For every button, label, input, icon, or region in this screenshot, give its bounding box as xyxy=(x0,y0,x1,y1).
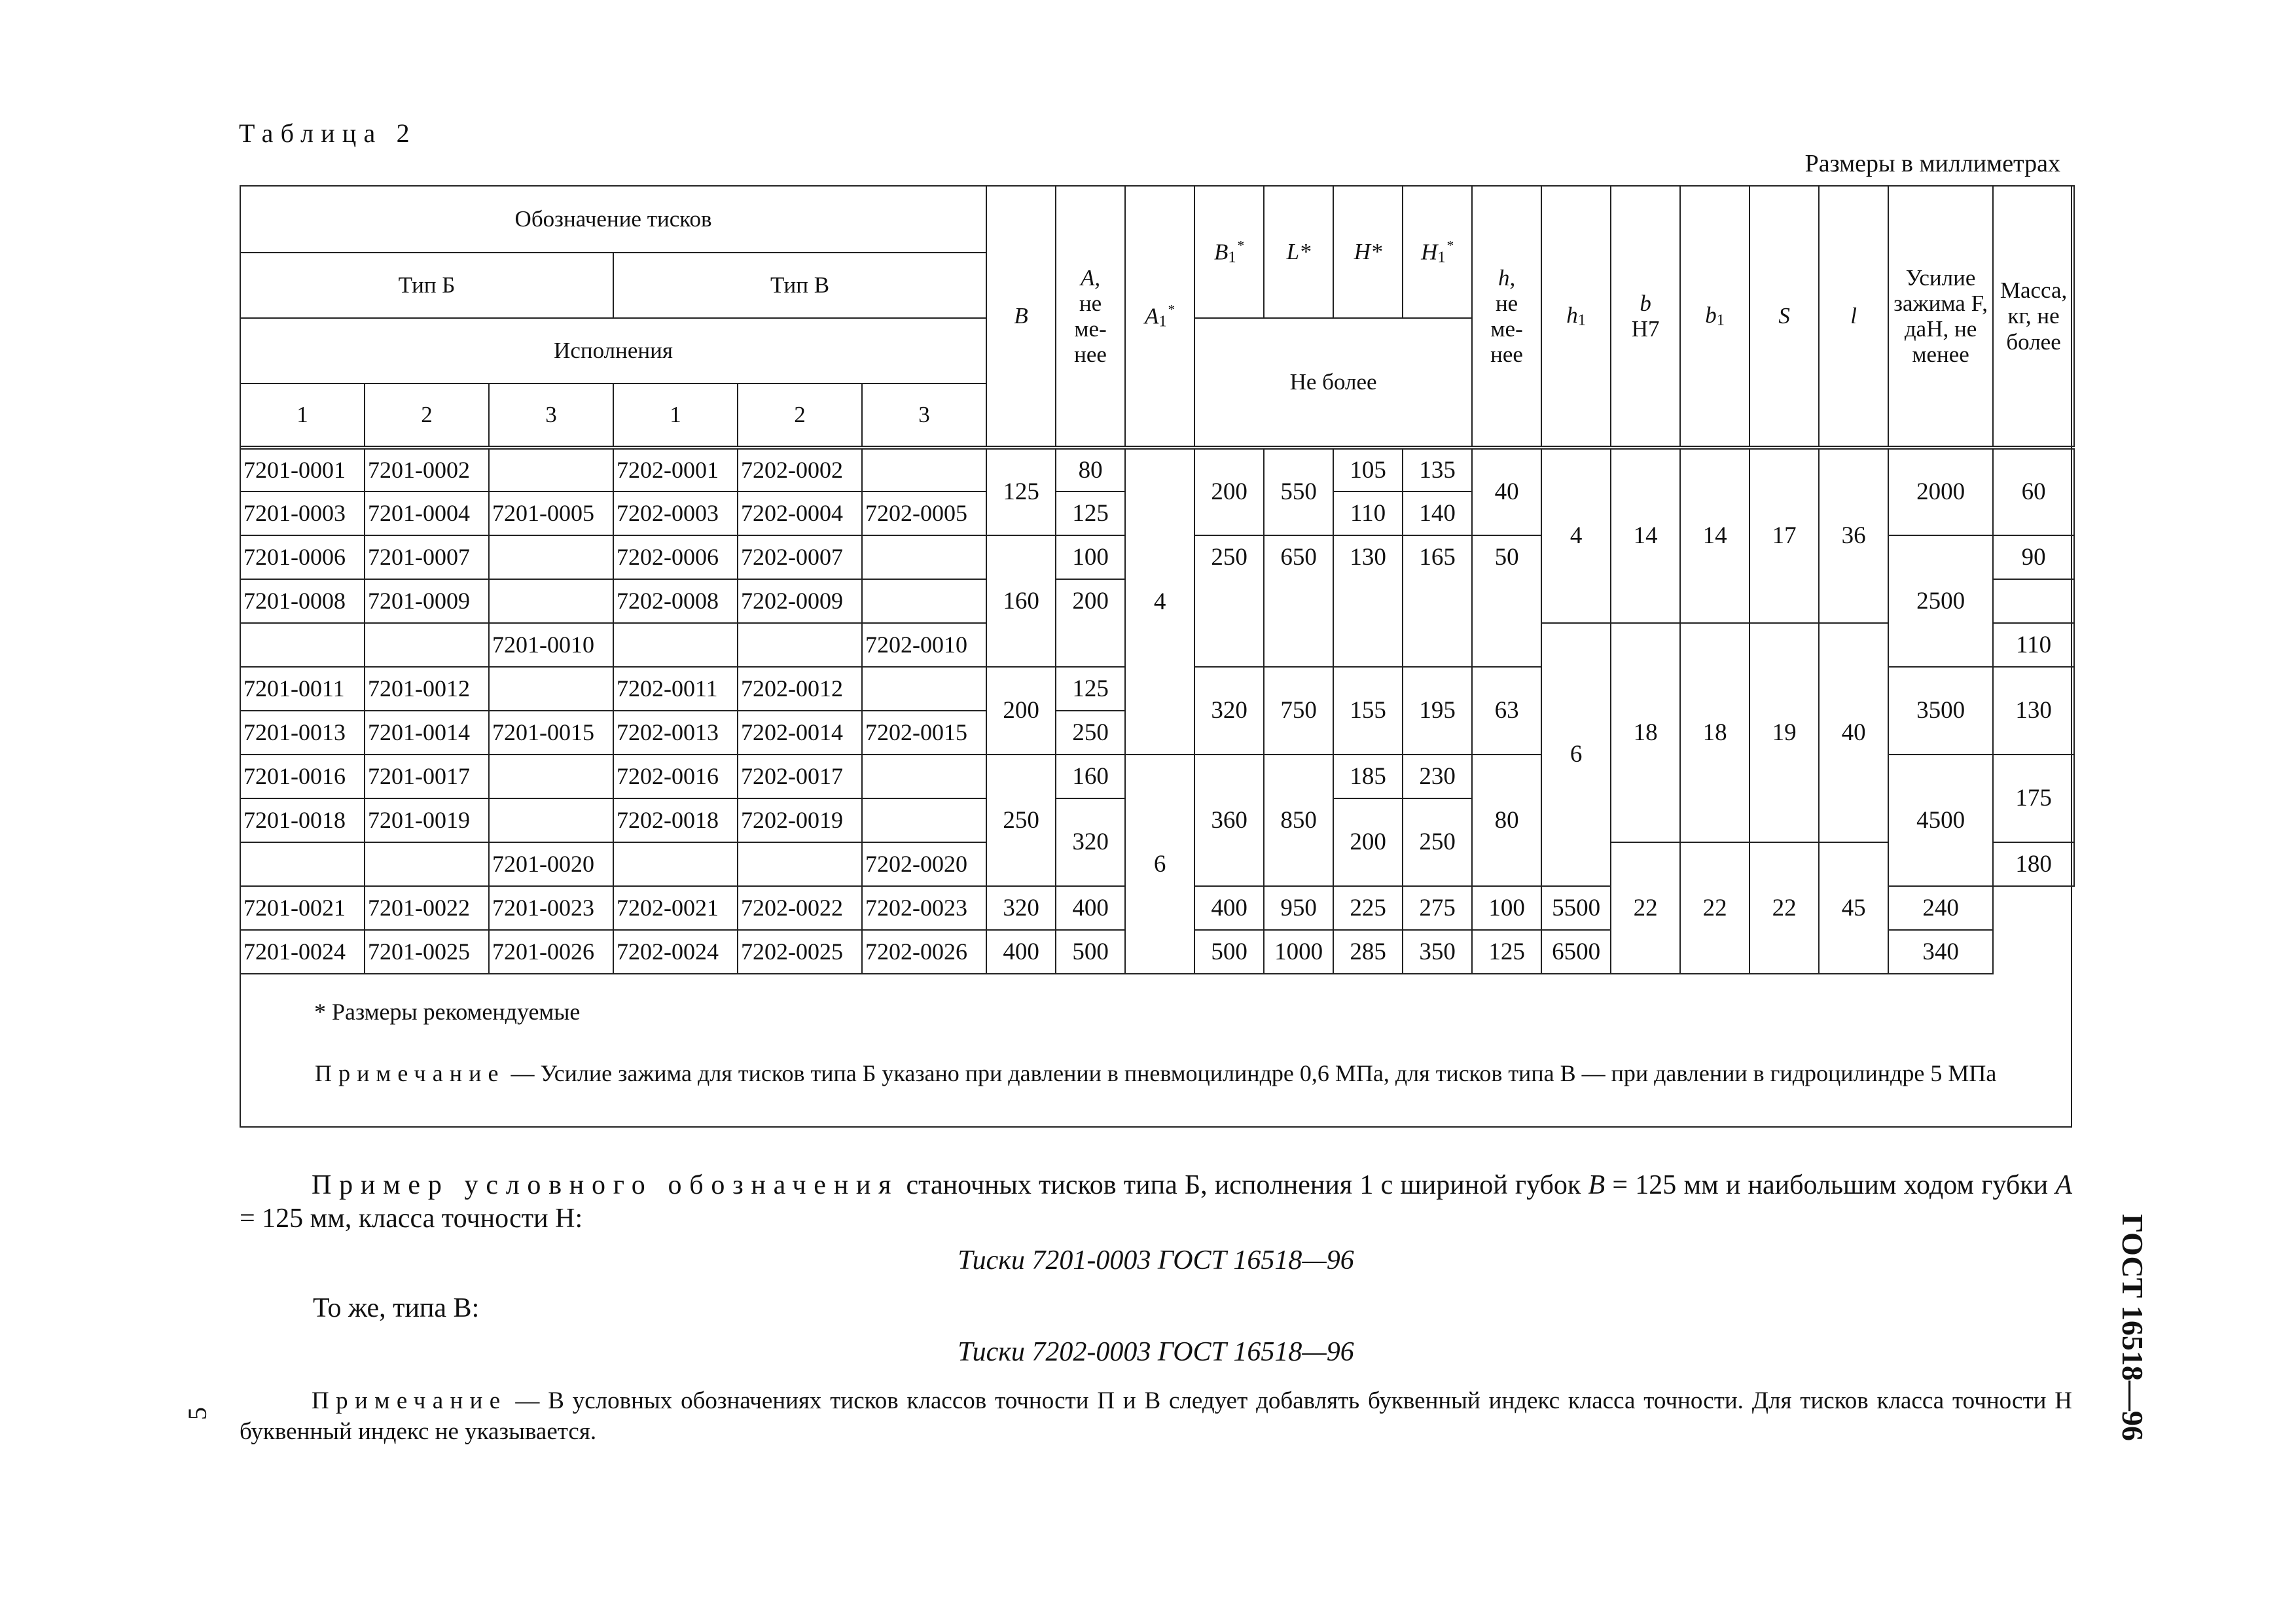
value-cell: 400 xyxy=(986,930,1056,974)
col-force-header: Усилие зажима F, даН, не менее xyxy=(1888,186,1993,448)
exec-num: 2 xyxy=(738,383,862,448)
value-cell: 6500 xyxy=(1541,930,1611,974)
designation-formula-v: Тиски 7202-0003 ГОСТ 16518—96 xyxy=(958,1337,1354,1367)
value-cell: 165 xyxy=(1403,535,1472,667)
code-cell: 7201-0026 xyxy=(489,930,613,974)
code-cell xyxy=(489,667,613,711)
code-cell: 7202-0010 xyxy=(862,623,986,667)
value-cell: 250 xyxy=(1403,798,1472,886)
value-cell: 320 xyxy=(1194,667,1264,755)
table-row xyxy=(240,448,2074,491)
code-cell: 7201-0022 xyxy=(365,886,489,930)
value-cell: 250 xyxy=(1194,535,1264,667)
value-cell: 1000 xyxy=(1264,930,1333,974)
value-cell xyxy=(1993,579,2074,623)
page-number: 5 xyxy=(183,1407,212,1420)
code-cell: 7202-0020 xyxy=(862,842,986,886)
code-cell: 7201-0013 xyxy=(240,711,365,755)
code-cell: 7201-0023 xyxy=(489,886,613,930)
code-cell xyxy=(613,623,738,667)
code-cell: 7202-0021 xyxy=(613,886,738,930)
exec-num: 3 xyxy=(862,383,986,448)
col-h-header: h, не ме-нее xyxy=(1472,186,1541,448)
code-cell: 7201-0017 xyxy=(365,755,489,798)
value-cell: 400 xyxy=(1194,886,1264,930)
code-cell: 7201-0004 xyxy=(365,491,489,535)
code-cell xyxy=(862,448,986,491)
type-b-header: Тип Б xyxy=(240,253,613,318)
value-cell: 200 xyxy=(1333,798,1403,886)
value-cell: 40 xyxy=(1819,623,1888,842)
exec-num: 2 xyxy=(365,383,489,448)
code-cell xyxy=(862,535,986,579)
value-cell: 225 xyxy=(1333,886,1403,930)
code-cell: 7201-0019 xyxy=(365,798,489,842)
code-cell: 7202-0014 xyxy=(738,711,862,755)
value-cell: 63 xyxy=(1472,667,1541,755)
code-cell: 7202-0026 xyxy=(862,930,986,974)
units-note: Размеры в миллиметрах xyxy=(1804,150,2060,177)
code-cell: 7201-0021 xyxy=(240,886,365,930)
code-cell: 7201-0010 xyxy=(489,623,613,667)
value-cell: 130 xyxy=(1993,667,2074,755)
designation-example: Пример условного обозначения станочных тисков типа Б, исполнения 1 с шириной губок B = 125 мм и наибольшим ходом губки A = 125 мм, класса точности Н: xyxy=(240,1170,2072,1234)
value-cell: 22 xyxy=(1680,842,1749,974)
col-S-header: S xyxy=(1749,186,1819,448)
code-cell xyxy=(862,667,986,711)
value-cell: 230 xyxy=(1403,755,1472,798)
code-cell: 7202-0015 xyxy=(862,711,986,755)
value-cell: 4500 xyxy=(1888,755,1993,886)
value-cell: 320 xyxy=(986,886,1056,930)
value-cell: 45 xyxy=(1819,842,1888,974)
value-cell: 500 xyxy=(1056,930,1125,974)
col-B1-header: B1* xyxy=(1194,186,1264,318)
value-cell: 400 xyxy=(1056,886,1125,930)
code-cell: 7201-0020 xyxy=(489,842,613,886)
value-cell: 285 xyxy=(1333,930,1403,974)
value-cell: 80 xyxy=(1056,448,1125,491)
value-cell: 110 xyxy=(1333,491,1403,535)
value-cell: 5500 xyxy=(1541,886,1611,930)
value-cell: 110 xyxy=(1993,623,2074,667)
value-cell: 18 xyxy=(1611,623,1680,842)
code-cell: 7202-0022 xyxy=(738,886,862,930)
exec-num: 1 xyxy=(240,383,365,448)
value-cell: 200 xyxy=(1194,448,1264,535)
code-cell xyxy=(489,579,613,623)
code-cell: 7202-0001 xyxy=(613,448,738,491)
code-cell: 7201-0006 xyxy=(240,535,365,579)
value-cell: 275 xyxy=(1403,886,1472,930)
value-cell: 340 xyxy=(1888,930,1993,974)
value-cell: 14 xyxy=(1680,448,1749,623)
code-cell: 7201-0018 xyxy=(240,798,365,842)
value-cell: 6 xyxy=(1541,623,1611,886)
value-cell: 125 xyxy=(986,448,1056,535)
code-cell: 7202-0018 xyxy=(613,798,738,842)
value-cell: 950 xyxy=(1264,886,1333,930)
code-cell: 7201-0016 xyxy=(240,755,365,798)
value-cell: 36 xyxy=(1819,448,1888,623)
code-cell: 7201-0009 xyxy=(365,579,489,623)
value-cell: 60 xyxy=(1993,448,2074,535)
col-H-header: H* xyxy=(1333,186,1403,318)
designation-formula-b: Тиски 7201-0003 ГОСТ 16518—96 xyxy=(958,1245,1354,1275)
spec-table xyxy=(240,185,2075,974)
code-cell: 7202-0019 xyxy=(738,798,862,842)
value-cell: 22 xyxy=(1749,842,1819,974)
value-cell: 155 xyxy=(1333,667,1403,755)
value-cell: 350 xyxy=(1403,930,1472,974)
value-cell: 195 xyxy=(1403,667,1472,755)
code-cell: 7201-0007 xyxy=(365,535,489,579)
value-cell: 200 xyxy=(1056,579,1125,667)
value-cell: 125 xyxy=(1056,667,1125,711)
value-cell: 50 xyxy=(1472,535,1541,667)
value-cell: 4 xyxy=(1541,448,1611,623)
value-cell: 100 xyxy=(1056,535,1125,579)
value-cell: 100 xyxy=(1472,886,1541,930)
value-cell: 3500 xyxy=(1888,667,1993,755)
value-cell: 750 xyxy=(1264,667,1333,755)
col-mass-header: Масса, кг, не более xyxy=(1993,186,2074,448)
value-cell: 130 xyxy=(1333,535,1403,667)
col-B-header: B xyxy=(986,186,1056,448)
code-cell xyxy=(862,579,986,623)
col-A1-header: A1* xyxy=(1125,186,1194,448)
code-cell xyxy=(862,755,986,798)
code-cell: 7201-0005 xyxy=(489,491,613,535)
code-cell xyxy=(738,842,862,886)
col-b-header: b H7 xyxy=(1611,186,1680,448)
value-cell: 180 xyxy=(1993,842,2074,886)
exec-num: 1 xyxy=(613,383,738,448)
code-cell xyxy=(738,623,862,667)
col-b1-header: b1 xyxy=(1680,186,1749,448)
code-cell: 7202-0017 xyxy=(738,755,862,798)
value-cell: 105 xyxy=(1333,448,1403,491)
code-cell xyxy=(489,448,613,491)
standard-title: ГОСТ 16518—96 xyxy=(2116,1214,2149,1441)
code-cell: 7202-0003 xyxy=(613,491,738,535)
value-cell: 500 xyxy=(1194,930,1264,974)
value-cell: 650 xyxy=(1264,535,1333,667)
value-cell: 19 xyxy=(1749,623,1819,842)
col-H1-header: H1* xyxy=(1403,186,1472,318)
accuracy-note: Примечание — В условных обозначениях тисков классов точности П и В следует добавлять буквенный индекс класса точности. Для тисков класса точности Н буквенный индекс не указывается. xyxy=(240,1387,2072,1445)
col-h1-header: h1 xyxy=(1541,186,1611,448)
code-cell: 7201-0014 xyxy=(365,711,489,755)
code-cell: 7202-0008 xyxy=(613,579,738,623)
table-note: Примечание — Усилие зажима для тисков типа Б указано при давлении в пневмоцилиндре 0,6 МПа, для тисков типа В — при давлении в гидроцилиндре 5 МПа xyxy=(315,1060,1997,1086)
code-cell: 7201-0011 xyxy=(240,667,365,711)
value-cell: 550 xyxy=(1264,448,1333,535)
code-cell: 7202-0011 xyxy=(613,667,738,711)
value-cell: 160 xyxy=(1056,755,1125,798)
code-cell: 7202-0012 xyxy=(738,667,862,711)
exec-num: 3 xyxy=(489,383,613,448)
not-more-header: Не более xyxy=(1194,318,1472,448)
code-cell: 7202-0002 xyxy=(738,448,862,491)
code-cell: 7201-0003 xyxy=(240,491,365,535)
code-cell: 7202-0023 xyxy=(862,886,986,930)
code-cell: 7201-0012 xyxy=(365,667,489,711)
value-cell: 2000 xyxy=(1888,448,1993,535)
table-caption: Таблица 2 xyxy=(239,118,417,148)
code-cell: 7201-0002 xyxy=(365,448,489,491)
col-l-header: l xyxy=(1819,186,1888,448)
value-cell: 4 xyxy=(1125,448,1194,755)
value-cell: 175 xyxy=(1993,755,2074,842)
value-cell: 125 xyxy=(1472,930,1541,974)
code-cell xyxy=(862,798,986,842)
value-cell: 185 xyxy=(1333,755,1403,798)
value-cell: 17 xyxy=(1749,448,1819,623)
value-cell: 140 xyxy=(1403,491,1472,535)
code-cell: 7201-0015 xyxy=(489,711,613,755)
code-cell xyxy=(365,842,489,886)
code-cell: 7201-0025 xyxy=(365,930,489,974)
value-cell: 135 xyxy=(1403,448,1472,491)
value-cell: 6 xyxy=(1125,755,1194,974)
code-cell: 7201-0008 xyxy=(240,579,365,623)
value-cell: 125 xyxy=(1056,491,1125,535)
code-cell: 7201-0001 xyxy=(240,448,365,491)
value-cell: 240 xyxy=(1888,886,1993,930)
code-cell xyxy=(489,535,613,579)
code-cell: 7202-0004 xyxy=(738,491,862,535)
value-cell: 250 xyxy=(1056,711,1125,755)
value-cell: 320 xyxy=(1056,798,1125,886)
value-cell: 250 xyxy=(986,755,1056,886)
value-cell: 2500 xyxy=(1888,535,1993,667)
value-cell: 80 xyxy=(1472,755,1541,886)
executions-header: Исполнения xyxy=(240,318,986,383)
code-cell xyxy=(489,798,613,842)
code-cell xyxy=(240,623,365,667)
code-cell: 7202-0024 xyxy=(613,930,738,974)
code-cell: 7201-0024 xyxy=(240,930,365,974)
value-cell: 22 xyxy=(1611,842,1680,974)
value-cell: 360 xyxy=(1194,755,1264,886)
code-cell xyxy=(613,842,738,886)
same-type-label: То же, типа В: xyxy=(313,1293,480,1323)
value-cell: 200 xyxy=(986,667,1056,755)
col-A-header: A, не ме-нее xyxy=(1056,186,1125,448)
value-cell: 14 xyxy=(1611,448,1680,623)
code-cell xyxy=(489,755,613,798)
code-cell: 7202-0016 xyxy=(613,755,738,798)
code-cell: 7202-0025 xyxy=(738,930,862,974)
table-footnote: * Размеры рекомендуемые xyxy=(314,999,581,1025)
value-cell: 90 xyxy=(1993,535,2074,579)
designation-header: Обозначение тисков xyxy=(240,186,986,253)
value-cell: 40 xyxy=(1472,448,1541,535)
value-cell: 18 xyxy=(1680,623,1749,842)
code-cell: 7202-0009 xyxy=(738,579,862,623)
code-cell: 7202-0013 xyxy=(613,711,738,755)
type-v-header: Тип В xyxy=(613,253,986,318)
col-L-header: L* xyxy=(1264,186,1333,318)
code-cell: 7202-0007 xyxy=(738,535,862,579)
code-cell: 7202-0005 xyxy=(862,491,986,535)
code-cell xyxy=(365,623,489,667)
code-cell: 7202-0006 xyxy=(613,535,738,579)
value-cell: 160 xyxy=(986,535,1056,667)
value-cell: 850 xyxy=(1264,755,1333,886)
code-cell xyxy=(240,842,365,886)
